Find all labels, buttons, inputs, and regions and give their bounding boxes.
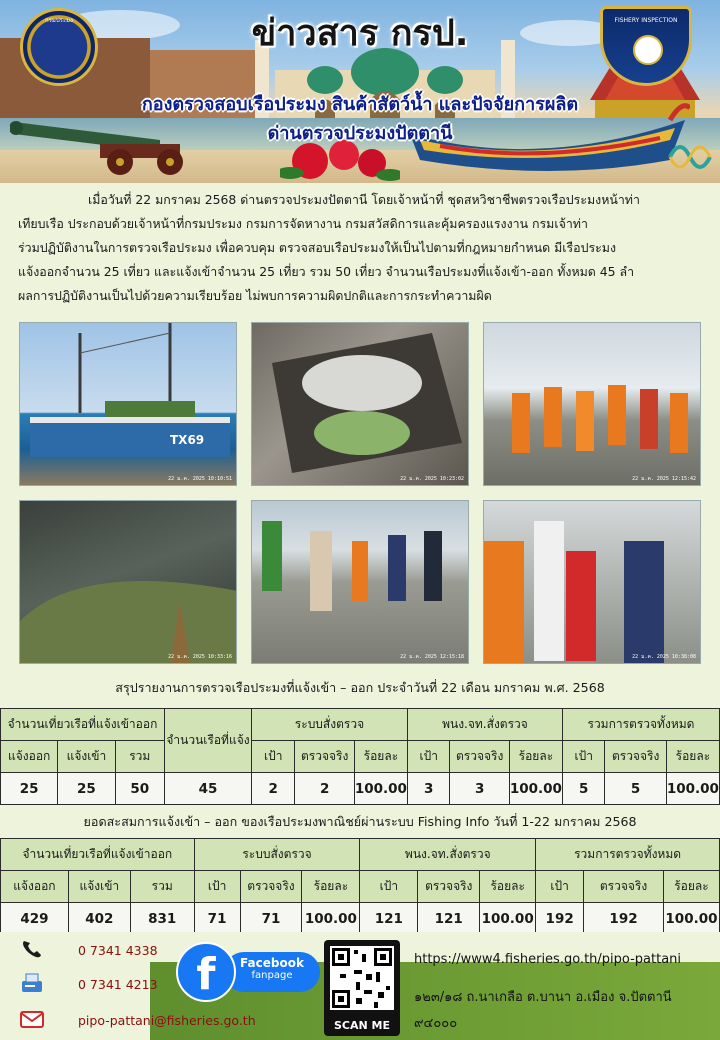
decorative-swirl <box>660 132 720 182</box>
cell-sum: 831 <box>130 903 194 935</box>
header-system-order: ระบบสั่งตรวจ <box>194 839 360 871</box>
cell-officer-percent: 100.00 <box>480 903 536 935</box>
fax-number[interactable]: 0 7341 4213 <box>78 977 158 992</box>
cell-officer-target: 3 <box>407 773 450 805</box>
postal-code: ๙๔๐๐๐ <box>414 1016 458 1031</box>
table-row <box>1 903 720 935</box>
photo-fishing-net <box>19 500 237 664</box>
sub-target: เป้า <box>562 741 605 773</box>
cell-in: 25 <box>58 773 115 805</box>
photo-timestamp: 22 ม.ค. 2025 10:33:16 <box>168 654 232 660</box>
cell-officer-target: 121 <box>360 903 418 935</box>
sub-percent: ร้อยละ <box>663 871 719 903</box>
division-name: กองตรวจสอบเรือประมง สินค้าสัตว์น้ำ และปัจจัยการผลิต <box>141 94 579 115</box>
cell-sum: 50 <box>115 773 164 805</box>
cell-total-percent: 100.00 <box>666 773 719 805</box>
document-check-figures <box>484 501 701 664</box>
photo-crew-lineup <box>483 322 701 486</box>
sub-out: แจ้งออก <box>1 871 69 903</box>
cell-in: 402 <box>68 903 130 935</box>
website-link[interactable]: https://www4.fisheries.go.th/pipo-pattani <box>414 952 682 967</box>
cell-system-percent: 100.00 <box>302 903 360 935</box>
facebook-icon: f <box>176 942 236 1002</box>
news-line: ผลการปฏิบัติงานเป็นไปด้วยความเรียบร้อย ไม่พบการความผิดปกติและการกระทำความผิด <box>18 288 492 303</box>
sub-target: เป้า <box>407 741 450 773</box>
header-trips: จำนวนเที่ยวเรือที่แจ้งเข้าออก <box>1 839 195 871</box>
address-line: ๑๒๓/๑๘ ถ.นาเกลือ ต.บานา อ.เมือง จ.ปัตตานี <box>414 990 672 1005</box>
cumulative-inspection-table <box>0 838 720 935</box>
sub-out: แจ้งออก <box>1 741 58 773</box>
news-line: ร่วมปฏิบัติงานในการตรวจเรือประมง เพื่อควบคุม ตรวจสอบเรือประมงให้เป็นไปตามที่กฎหมายกำหนด มีเรือประมง <box>18 240 617 255</box>
qr-label: SCAN ME <box>333 1019 390 1032</box>
facebook-fanpage-badge[interactable] <box>176 942 318 1004</box>
news-line: เมื่อวันที่ 22 มกราคม 2568 ด่านตรวจประมงปัตตานี โดยเจ้าหน้าที่ ชุดสหวิชาชีพตรวจเรือประมงหน้าท่า <box>88 192 640 207</box>
mail-icon <box>20 1009 44 1029</box>
boat-masts <box>20 323 237 486</box>
sub-percent: ร้อยละ <box>480 871 536 903</box>
header-boats: จำนวนเรือที่แจ้ง <box>164 709 251 773</box>
photo-timestamp: 22 ม.ค. 2025 12:15:42 <box>632 476 696 482</box>
cell-officer-percent: 100.00 <box>509 773 562 805</box>
photo-officers-on-pier <box>251 500 469 664</box>
cell-officer-actual: 3 <box>450 773 509 805</box>
header-officer-order: พนง.จท.สั่งตรวจ <box>360 839 536 871</box>
cell-system-percent: 100.00 <box>354 773 407 805</box>
sub-actual: ตรวจจริง <box>450 741 509 773</box>
cell-out: 429 <box>1 903 69 935</box>
checkpoint-name: ด่านตรวจประมงปัตตานี <box>267 123 453 144</box>
header-total-inspection: รวมการตรวจทั้งหมด <box>536 839 720 871</box>
header-trips: จำนวนเที่ยวเรือที่แจ้งเข้าออก <box>1 709 165 741</box>
sub-in: แจ้งเข้า <box>68 871 130 903</box>
header-banner <box>0 0 720 183</box>
cell-total-target: 5 <box>562 773 605 805</box>
photo-timestamp: 22 ม.ค. 2025 10:10:51 <box>168 476 232 482</box>
header-total-inspection: รวมการตรวจทั้งหมด <box>562 709 719 741</box>
phone-icon <box>20 939 44 959</box>
photo-timestamp: 22 ม.ค. 2025 10:23:02 <box>400 476 464 482</box>
fish-hold-shape <box>252 323 469 486</box>
cell-system-actual: 2 <box>295 773 354 805</box>
facebook-sub-label: fanpage <box>251 970 293 981</box>
qr-code-icon <box>330 946 394 1010</box>
facebook-pill <box>224 952 320 992</box>
fax-icon <box>20 973 44 993</box>
cell-out: 25 <box>1 773 58 805</box>
email-address[interactable]: pipo-pattani@fisheries.go.th <box>78 1013 256 1028</box>
table2-caption: ยอดสะสมการแจ้งเข้า – ออก ของเรือประมงพาณิชย์ผ่านระบบ Fishing Info วันที่ 1-22 มกราคม 2568 <box>83 814 637 829</box>
sub-target: เป้า <box>536 871 584 903</box>
sub-sum: รวม <box>115 741 164 773</box>
sub-actual: ตรวจจริง <box>418 871 480 903</box>
facebook-label: Facebook <box>240 956 304 970</box>
sub-target: เป้า <box>251 741 295 773</box>
logo-left-text: กรมประมง <box>45 17 73 24</box>
sub-actual: ตรวจจริง <box>295 741 354 773</box>
sub-actual: ตรวจจริง <box>584 871 664 903</box>
photo-fishing-boat <box>19 322 237 486</box>
sub-percent: ร้อยละ <box>666 741 719 773</box>
cell-system-target: 71 <box>194 903 240 935</box>
news-line: แจ้งออกจำนวน 25 เที่ยว และแจ้งเข้าจำนวน 25 เที่ยว รวม 50 เที่ยว จำนวนเรือประมงที่แจ้งเข้า-ออก ทั้งหมด 45 ลำ <box>18 264 635 279</box>
header-system-order: ระบบสั่งตรวจ <box>251 709 407 741</box>
cell-boats: 45 <box>164 773 251 805</box>
boat-registration: TX69 <box>170 433 205 447</box>
officer-figures <box>252 501 469 664</box>
photo-timestamp: 22 ม.ค. 2025 10:38:08 <box>632 654 696 660</box>
sub-actual: ตรวจจริง <box>240 871 302 903</box>
sub-actual: ตรวจจริง <box>605 741 666 773</box>
sub-target: เป้า <box>360 871 418 903</box>
photo-fish-hold <box>251 322 469 486</box>
sub-percent: ร้อยละ <box>354 741 407 773</box>
cell-system-target: 2 <box>251 773 295 805</box>
sub-in: แจ้งเข้า <box>58 741 115 773</box>
net-texture <box>20 501 237 664</box>
cell-system-actual: 71 <box>240 903 302 935</box>
sub-percent: ร้อยละ <box>302 871 360 903</box>
crew-figures <box>484 323 701 486</box>
photo-timestamp: 22 ม.ค. 2025 12:15:18 <box>400 654 464 660</box>
qr-code[interactable] <box>324 940 400 1036</box>
photo-document-check <box>483 500 701 664</box>
header-officer-order: พนง.จท.สั่งตรวจ <box>407 709 562 741</box>
sub-sum: รวม <box>130 871 194 903</box>
logo-right-text: FISHERY INSPECTION <box>614 17 678 24</box>
daily-inspection-table <box>0 708 720 805</box>
phone-number[interactable]: 0 7341 4338 <box>78 943 158 958</box>
cell-total-target: 192 <box>536 903 584 935</box>
cell-total-actual: 192 <box>584 903 664 935</box>
table-row <box>1 773 720 805</box>
cell-total-actual: 5 <box>605 773 666 805</box>
sub-target: เป้า <box>194 871 240 903</box>
cell-total-percent: 100.00 <box>663 903 719 935</box>
news-line: เทียบเรือ ประกอบด้วยเจ้าหน้าที่กรมประมง กรมการจัดหางาน กรมสวัสดิการและคุ้มครองแรงงาน กรมเจ้าท่า <box>18 216 588 231</box>
page-title: ข่าวสาร กรป. <box>251 13 469 54</box>
news-body <box>18 188 708 308</box>
sub-percent: ร้อยละ <box>509 741 562 773</box>
cell-officer-actual: 121 <box>418 903 480 935</box>
table1-caption: สรุปรายงานการตรวจเรือประมงที่แจ้งเข้า – ออก ประจำวันที่ 22 เดือน มกราคม พ.ศ. 2568 <box>115 680 605 695</box>
